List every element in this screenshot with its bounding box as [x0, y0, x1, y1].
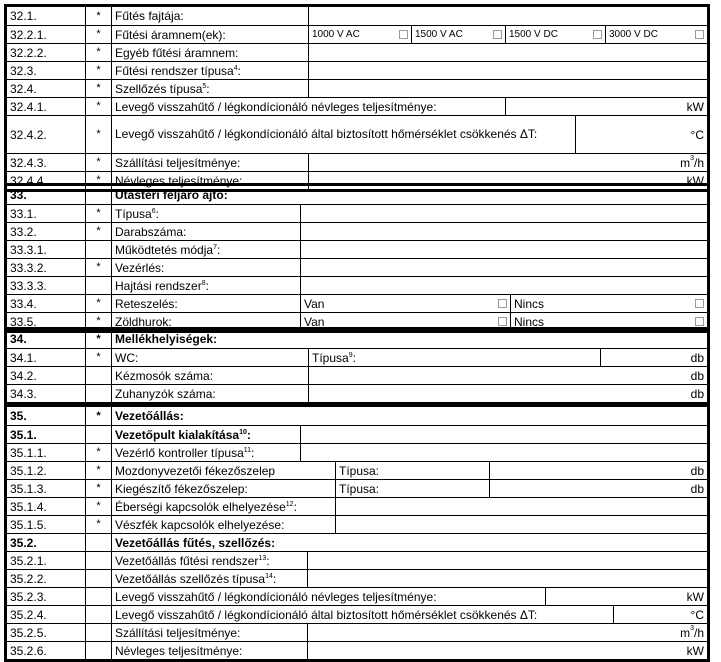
field-label: Névleges teljesítménye: — [111, 642, 307, 659]
table-row — [7, 115, 707, 153]
footnote-ref: 4 — [233, 65, 238, 72]
option-label: 1500 V DC — [509, 28, 558, 40]
field-label — [111, 570, 307, 587]
value-field[interactable] — [300, 241, 707, 258]
required-marker: * — [85, 205, 111, 222]
label-text: Szellőzés típusa — [115, 81, 203, 96]
table-row — [7, 587, 707, 605]
unit-label: db — [690, 481, 704, 496]
footnote-ref: 10 — [239, 429, 247, 436]
field-label: Névleges teljesítménye: — [111, 172, 308, 189]
field-label: Zöldhurok: — [111, 313, 300, 330]
footnote-ref: 14 — [265, 573, 273, 580]
unit-exponent: 3 — [690, 624, 694, 632]
table-row — [7, 605, 707, 623]
unit-label: kW — [686, 643, 704, 658]
field-label: Vezérlés: — [111, 259, 300, 276]
footnote-ref: 12 — [285, 501, 294, 508]
unit-label: °C — [690, 607, 704, 622]
table-row — [7, 366, 707, 384]
label-text: Éberségi kapcsolók elhelyezése — [115, 499, 286, 514]
unit-exponent: 3 — [690, 154, 694, 162]
checkbox-icon[interactable] — [695, 30, 704, 39]
required-marker: * — [85, 259, 111, 276]
table-row — [7, 623, 707, 641]
unit-base: m — [680, 155, 691, 170]
row-number: 32.1. — [10, 9, 37, 23]
table-row — [7, 43, 707, 61]
unit-label: kW — [686, 589, 704, 604]
count-field[interactable] — [489, 462, 707, 479]
label-suffix: : — [205, 278, 209, 293]
row-number: 35.2.4. — [10, 607, 47, 622]
unit-label: db — [690, 350, 704, 365]
unit-suffix: /h — [693, 155, 704, 170]
label-text: Vezetőállás szellőzés típusa — [115, 571, 266, 586]
label-suffix: : — [237, 63, 241, 78]
row-number: 34.1. — [10, 350, 37, 365]
checkbox-icon[interactable] — [498, 299, 507, 308]
value-field[interactable] — [307, 552, 707, 569]
table-row — [7, 443, 707, 461]
section-header-row — [7, 330, 707, 348]
table-row — [7, 497, 707, 515]
label-text: Típusa — [115, 206, 152, 221]
option-van[interactable] — [300, 295, 510, 312]
option-label: 1500 V AC — [415, 28, 463, 40]
field-label: WC: — [111, 349, 308, 366]
required-marker: * — [85, 223, 111, 240]
footnote-ref: 13 — [258, 555, 267, 562]
required-marker: * — [85, 516, 111, 533]
row-number: 32.4.3. — [10, 155, 47, 170]
table-row — [7, 240, 707, 258]
checkbox-icon[interactable] — [593, 30, 602, 39]
section-title: Vezetőállás: — [111, 407, 707, 425]
value-field[interactable] — [300, 223, 707, 240]
table-row — [7, 479, 707, 497]
label-suffix: : — [293, 499, 297, 514]
section-number: 33. — [10, 188, 27, 202]
label-suffix: : — [272, 571, 277, 586]
section-33-table — [4, 183, 710, 333]
unit-label: °C — [690, 127, 704, 142]
table-row — [7, 153, 707, 171]
required-marker — [85, 277, 111, 294]
label-text: Vezérlő kontroller típusa — [115, 445, 244, 460]
option-label: 1000 V AC — [312, 28, 360, 40]
table-row — [7, 515, 707, 533]
field-label: Kiegészítő fékezőszelep: — [111, 480, 335, 497]
value-field[interactable] — [575, 116, 707, 153]
footnote-ref: 8 — [201, 280, 206, 287]
value-field[interactable] — [613, 606, 707, 623]
row-number: 33.5. — [10, 314, 37, 329]
required-marker: * — [85, 98, 111, 115]
row-number: 35.2.5. — [10, 625, 47, 640]
required-marker — [85, 186, 111, 204]
type-label: Típusa — [312, 350, 349, 365]
value-field[interactable] — [307, 624, 707, 641]
field-label — [111, 498, 335, 515]
label-text: Fűtési rendszer típusa — [115, 63, 234, 78]
field-label: Levegő visszahűtő / légkondícionáló által biztosított hőmérséklet csökkenés ΔT: — [111, 116, 575, 153]
label-suffix: : — [266, 553, 270, 568]
field-label: Zuhanyzók száma: — [111, 385, 308, 402]
option-1500vdc[interactable] — [505, 26, 605, 43]
row-number: 35.1.1. — [10, 445, 47, 460]
value-field[interactable] — [308, 154, 707, 171]
required-marker: * — [85, 349, 111, 366]
label-text: Vezetőpult kialakítása — [115, 427, 240, 442]
table-row — [7, 569, 707, 587]
option-label: Van — [304, 314, 325, 329]
option-1500vac[interactable] — [411, 26, 505, 43]
row-number: 32.2.2. — [10, 45, 47, 60]
row-number: 35.1.5. — [10, 517, 47, 532]
count-field[interactable] — [308, 367, 707, 384]
section-header-row — [7, 407, 707, 425]
label-text: Hajtási rendszer — [115, 278, 202, 293]
row-number: 35.2.3. — [10, 589, 47, 604]
required-marker: * — [85, 462, 111, 479]
type-label: Típusa: — [339, 481, 380, 496]
field-label: Levegő visszahűtő / légkondícionáló névleges teljesítménye: — [111, 98, 505, 115]
label-suffix: : — [155, 206, 159, 221]
required-marker: * — [85, 295, 111, 312]
type-field[interactable] — [308, 349, 600, 366]
row-number: 35.2. — [10, 535, 37, 550]
row-number: 35.2.1. — [10, 553, 47, 568]
table-row — [7, 348, 707, 366]
unit-label: kW — [686, 173, 704, 188]
row-number: 35.1.2. — [10, 463, 47, 478]
option-label: Nincs — [514, 296, 545, 311]
row-number: 32.2.1. — [10, 27, 47, 42]
field-label: Vezetőállás fűtés, szellőzés: — [111, 534, 707, 551]
row-number: 35.1. — [10, 427, 37, 442]
label-text: Működtetés módja — [115, 242, 214, 257]
section-header-row — [7, 186, 707, 204]
unit-label — [680, 624, 704, 640]
value-field[interactable] — [308, 80, 707, 97]
required-marker: * — [85, 62, 111, 79]
row-number: 32.4.1. — [10, 99, 47, 114]
table-row — [7, 222, 707, 240]
type-label: Típusa: — [339, 463, 380, 478]
count-field[interactable] — [489, 480, 707, 497]
count-field[interactable] — [600, 349, 707, 366]
table-row — [7, 551, 707, 569]
row-number: 32.4.4. — [10, 173, 47, 188]
section-35-table — [4, 404, 710, 662]
footnote-ref: 5 — [202, 83, 207, 90]
subsection-header-row — [7, 533, 707, 551]
section-number: 35. — [10, 409, 27, 423]
value-field[interactable] — [307, 570, 707, 587]
checkbox-icon[interactable] — [498, 317, 507, 326]
field-label: Mozdonyvezetői fékezőszelep — [111, 462, 335, 479]
value-field[interactable] — [308, 44, 707, 61]
required-marker — [85, 606, 111, 623]
table-row — [7, 461, 707, 479]
footnote-ref: 6 — [151, 208, 156, 215]
required-marker: * — [85, 154, 111, 171]
row-number: 33.3.3. — [10, 278, 47, 293]
row-number: 32.4.2. — [10, 127, 47, 142]
field-label: Kézmosók száma: — [111, 367, 308, 384]
option-3000vdc[interactable] — [605, 26, 707, 43]
type-field[interactable] — [335, 462, 489, 479]
label-suffix: : — [206, 81, 210, 96]
label-text: Vezetőállás fűtési rendszer — [115, 553, 259, 568]
section-32-table — [4, 4, 710, 192]
table-row — [7, 79, 707, 97]
required-marker: * — [85, 444, 111, 461]
row-number: 34.2. — [10, 368, 37, 383]
row-number: 33.3.2. — [10, 260, 47, 275]
label-suffix: : — [216, 242, 221, 257]
field-label: Egyéb fűtési áramnem: — [111, 44, 308, 61]
unit-suffix: /h — [693, 625, 704, 640]
section-34-table — [4, 327, 710, 405]
value-field[interactable] — [307, 642, 707, 659]
required-marker: * — [85, 80, 111, 97]
checkbox-icon[interactable] — [399, 30, 408, 39]
field-label: Szállítási teljesítménye: — [111, 624, 307, 641]
field-label — [111, 426, 300, 443]
label-suffix: : — [352, 350, 356, 365]
row-number: 32.4. — [10, 81, 37, 96]
subsection-header-row — [7, 425, 707, 443]
required-marker — [85, 241, 111, 258]
value-field[interactable] — [300, 426, 707, 443]
value-field[interactable] — [300, 444, 707, 461]
option-label: Nincs — [514, 314, 545, 329]
value-field[interactable] — [300, 277, 707, 294]
field-label: Fűtési áramnem(ek): — [111, 26, 308, 43]
unit-label: db — [690, 463, 704, 478]
field-label — [111, 277, 300, 294]
field-label — [111, 552, 307, 569]
required-marker — [85, 624, 111, 641]
required-marker: * — [85, 330, 111, 348]
row-number: 32.3. — [10, 63, 37, 78]
row-number: 33.3.1. — [10, 242, 47, 257]
required-marker — [85, 570, 111, 587]
table-row — [7, 97, 707, 115]
required-marker: * — [85, 172, 111, 189]
required-marker — [85, 426, 111, 443]
field-label: Darabszáma: — [111, 223, 300, 240]
table-row — [7, 294, 707, 312]
required-marker: * — [85, 313, 111, 330]
option-nincs[interactable] — [510, 295, 707, 312]
value-field[interactable] — [308, 7, 707, 25]
row-number: 33.2. — [10, 224, 37, 239]
count-field[interactable] — [308, 385, 707, 402]
table-row — [7, 25, 707, 43]
field-label: Reteszelés: — [111, 295, 300, 312]
field-label — [111, 444, 300, 461]
value-field[interactable] — [308, 62, 707, 79]
value-field[interactable] — [505, 98, 707, 115]
option-label: 3000 V DC — [609, 28, 658, 40]
table-row — [7, 641, 707, 659]
required-marker — [85, 534, 111, 551]
section-title: Mellékhelyiségek: — [111, 330, 707, 348]
field-label — [111, 241, 300, 258]
field-label: Levegő visszahűtő / légkondícionáló által biztosított hőmérséklet csökkenés ΔT: — [111, 606, 613, 623]
required-marker: * — [85, 498, 111, 515]
value-field[interactable] — [335, 498, 707, 515]
checkbox-icon[interactable] — [493, 30, 502, 39]
field-label: Szállítási teljesítménye: — [111, 154, 308, 171]
unit-label — [680, 154, 704, 170]
required-marker: * — [85, 7, 111, 25]
row-number: 35.1.4. — [10, 499, 47, 514]
section-title: Utastéri feljáró ajtó: — [111, 186, 707, 204]
required-marker: * — [85, 26, 111, 43]
row-number: 34.3. — [10, 386, 37, 401]
table-row — [7, 384, 707, 402]
footnote-ref: 7 — [213, 244, 217, 251]
unit-label: kW — [686, 99, 704, 114]
required-marker: * — [85, 116, 111, 153]
value-field[interactable] — [335, 516, 707, 533]
label-suffix: : — [246, 427, 251, 442]
required-marker — [85, 552, 111, 569]
required-marker — [85, 367, 111, 384]
required-marker: * — [85, 44, 111, 61]
required-marker: * — [85, 407, 111, 425]
row-number: 35.1.3. — [10, 481, 47, 496]
row-number: 35.2.2. — [10, 571, 47, 586]
value-field[interactable] — [300, 259, 707, 276]
table-row — [7, 258, 707, 276]
required-marker — [85, 588, 111, 605]
unit-label: db — [690, 368, 704, 383]
required-marker: * — [85, 480, 111, 497]
checkbox-icon[interactable] — [695, 317, 704, 326]
footnote-ref: 11 — [243, 447, 252, 454]
table-row — [7, 61, 707, 79]
value-field[interactable] — [300, 205, 707, 222]
field-label: Levegő visszahűtő / légkondícionáló névleges teljesítménye: — [111, 588, 545, 605]
section-number: 34. — [10, 332, 27, 346]
footnote-ref: 9 — [348, 352, 353, 359]
row-number: 35.2.6. — [10, 643, 47, 658]
label-suffix: : — [251, 445, 255, 460]
unit-base: m — [680, 625, 691, 640]
row-number: 33.4. — [10, 296, 37, 311]
option-label: Van — [304, 296, 325, 311]
row-number: 33.1. — [10, 206, 37, 221]
option-1000vac[interactable] — [308, 26, 411, 43]
type-field[interactable] — [335, 480, 489, 497]
unit-label: db — [690, 386, 704, 401]
value-field[interactable] — [545, 588, 707, 605]
table-row — [7, 7, 707, 25]
table-row — [7, 204, 707, 222]
table-row — [7, 276, 707, 294]
required-marker — [85, 642, 111, 659]
field-label — [111, 205, 300, 222]
checkbox-icon[interactable] — [695, 299, 704, 308]
field-label: Vészfék kapcsolók elhelyezése: — [111, 516, 335, 533]
field-label — [111, 62, 308, 79]
field-label: Fűtés fajtája: — [111, 7, 308, 25]
required-marker — [85, 385, 111, 402]
field-label — [111, 80, 308, 97]
